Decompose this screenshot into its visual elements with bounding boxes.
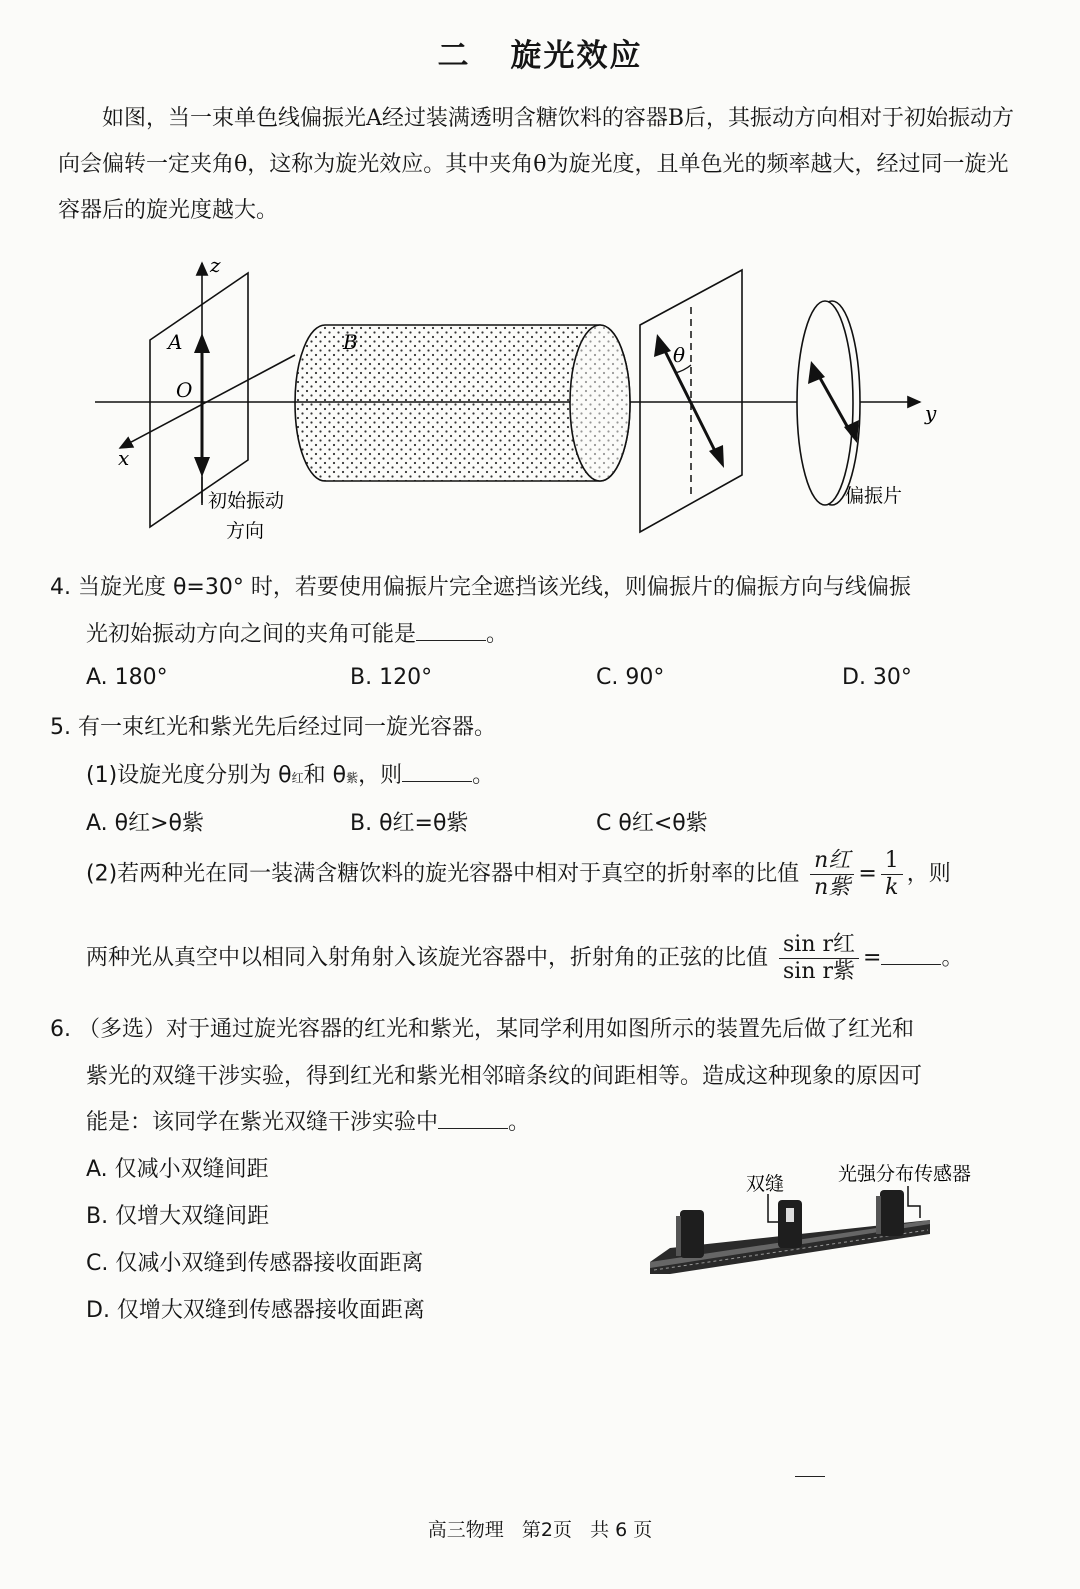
- footer-page: 第2页: [521, 1519, 572, 1541]
- origin-label: O: [176, 378, 193, 402]
- q6-answer-blank: [438, 1106, 508, 1129]
- q4-answer-blank: [416, 618, 486, 641]
- label-A: A: [168, 330, 183, 354]
- q4-option-a: A. 180°: [86, 665, 168, 690]
- double-slit-label: 双缝: [746, 1173, 785, 1195]
- q5-part1-blank: [402, 759, 472, 782]
- q5-part3-end: 。: [941, 945, 964, 971]
- q5-line1: 5. 有一束红光和紫光先后经过同一旋光容器。: [50, 715, 496, 740]
- q5-part1-post: ，则: [358, 763, 403, 788]
- q5-equals: =: [858, 861, 877, 887]
- footer-subject: 高三物理: [427, 1519, 504, 1541]
- footer-total: 共 6 页: [590, 1519, 653, 1541]
- label-theta: θ: [673, 343, 686, 367]
- frac-sin-red: sin r红: [779, 932, 859, 959]
- ratio-k-fraction: [881, 848, 903, 901]
- light-source: [680, 1210, 704, 1258]
- sensor-label: 光强分布传感器: [838, 1163, 972, 1185]
- q6-line1: 6. （多选）对于通过旋光容器的红光和紫光，某同学利用如图所示的装置先后做了红光和: [50, 1017, 914, 1042]
- frac-sin-purple: sin r紫: [783, 959, 856, 984]
- initial-direction-label-2: 方向: [226, 520, 265, 542]
- plane-initial: [150, 273, 248, 527]
- q5-part3-equals: =: [863, 945, 882, 971]
- q5-sub-red: 红: [291, 771, 304, 785]
- q4-option-b: B. 120°: [350, 665, 433, 690]
- q6-line2: 紫光的双缝干涉实验，得到红光和紫光相邻暗条纹的间距相等。造成这种现象的原因可: [86, 1064, 923, 1089]
- q5-option-c: C θ红<θ紫: [596, 811, 708, 836]
- q4-option-c: C. 90°: [596, 665, 665, 690]
- axis-z-label: z: [210, 253, 221, 277]
- q4-end: 。: [486, 622, 509, 647]
- section-title: [0, 30, 1080, 75]
- initial-direction-label-1: 初始振动: [208, 490, 285, 512]
- q5-part3-pre: 两种光从真空中以相同入射角射入该旋光容器中，折射角的正弦的比值: [86, 945, 769, 971]
- q5-part1-mid: 和 θ: [303, 763, 347, 788]
- q5-part2: [86, 848, 951, 901]
- intro-paragraph: [58, 96, 1028, 234]
- light-sensor: [880, 1190, 904, 1236]
- q5-part2-post: ，则: [906, 861, 951, 887]
- label-B: B: [343, 330, 358, 354]
- q5-part2-pre: (2)若两种光在同一装满含糖饮料的旋光容器中相对于真空的折射率的比值: [86, 861, 800, 887]
- intro-text: 如图，当一束单色线偏振光A经过装满透明含糖饮料的容器B后，其振动方向相对于初始振动方向会偏转一定夹角θ，这称为旋光效应。其中夹角θ为旋光度，且单色光的频率越大，经过同一旋光容器后的旋光度越大。: [58, 106, 1015, 223]
- q5-part1-pre: (1)设旋光度分别为 θ: [86, 763, 292, 788]
- double-slit-apparatus-figure: [640, 1150, 1010, 1290]
- page-mark: [795, 1476, 825, 1477]
- q6-stem: 能是：该同学在紫光双缝干涉实验中: [86, 1110, 439, 1135]
- q6-option-b: B. 仅增大双缝间距: [86, 1204, 270, 1229]
- double-slit-holder: [778, 1200, 802, 1248]
- q6-option-a: A. 仅减小双缝间距: [86, 1157, 269, 1182]
- q6-line3: [86, 1105, 530, 1136]
- ratio-sin-fraction: [779, 932, 859, 985]
- axis-x-label: x: [118, 446, 130, 470]
- polarizer-label: 偏振片: [845, 485, 903, 507]
- q6-option-c: C. 仅减小双缝到传感器接收面距离: [86, 1251, 424, 1276]
- q5-sub-purple: 紫: [346, 771, 359, 785]
- q4-option-d: D. 30°: [842, 665, 912, 690]
- optical-rotation-figure: [80, 245, 980, 560]
- page-footer: [0, 1515, 1080, 1542]
- frac-n-purple: n紫: [814, 875, 851, 900]
- q5-part3: [86, 932, 963, 985]
- q6-option-d: D. 仅增大双缝到传感器接收面距离: [86, 1298, 425, 1323]
- axis-y-label: y: [925, 401, 937, 425]
- frac-k: k: [885, 875, 899, 900]
- q4-line2: [86, 617, 508, 648]
- frac-n-red: n红: [810, 848, 854, 875]
- q5-part1-end: 。: [472, 763, 495, 788]
- rotated-vibration-arrow: [660, 341, 720, 461]
- q6-end: 。: [508, 1110, 531, 1135]
- q5-part3-blank: [881, 942, 941, 965]
- section-number: 二: [437, 38, 471, 74]
- q4-stem: 光初始振动方向之间的夹角可能是: [86, 622, 417, 647]
- q5-option-a: A. θ红>θ紫: [86, 811, 205, 836]
- q4-line1: 4. 当旋光度 θ=30° 时，若要使用偏振片完全遮挡该光线，则偏振片的偏振方向与线偏振: [50, 575, 911, 600]
- section-title-text: 旋光效应: [510, 38, 643, 74]
- frac-one: 1: [881, 848, 903, 875]
- ratio-n-fraction: [810, 848, 854, 901]
- q5-part1: [86, 758, 494, 789]
- q5-option-b: B. θ红=θ紫: [350, 811, 469, 836]
